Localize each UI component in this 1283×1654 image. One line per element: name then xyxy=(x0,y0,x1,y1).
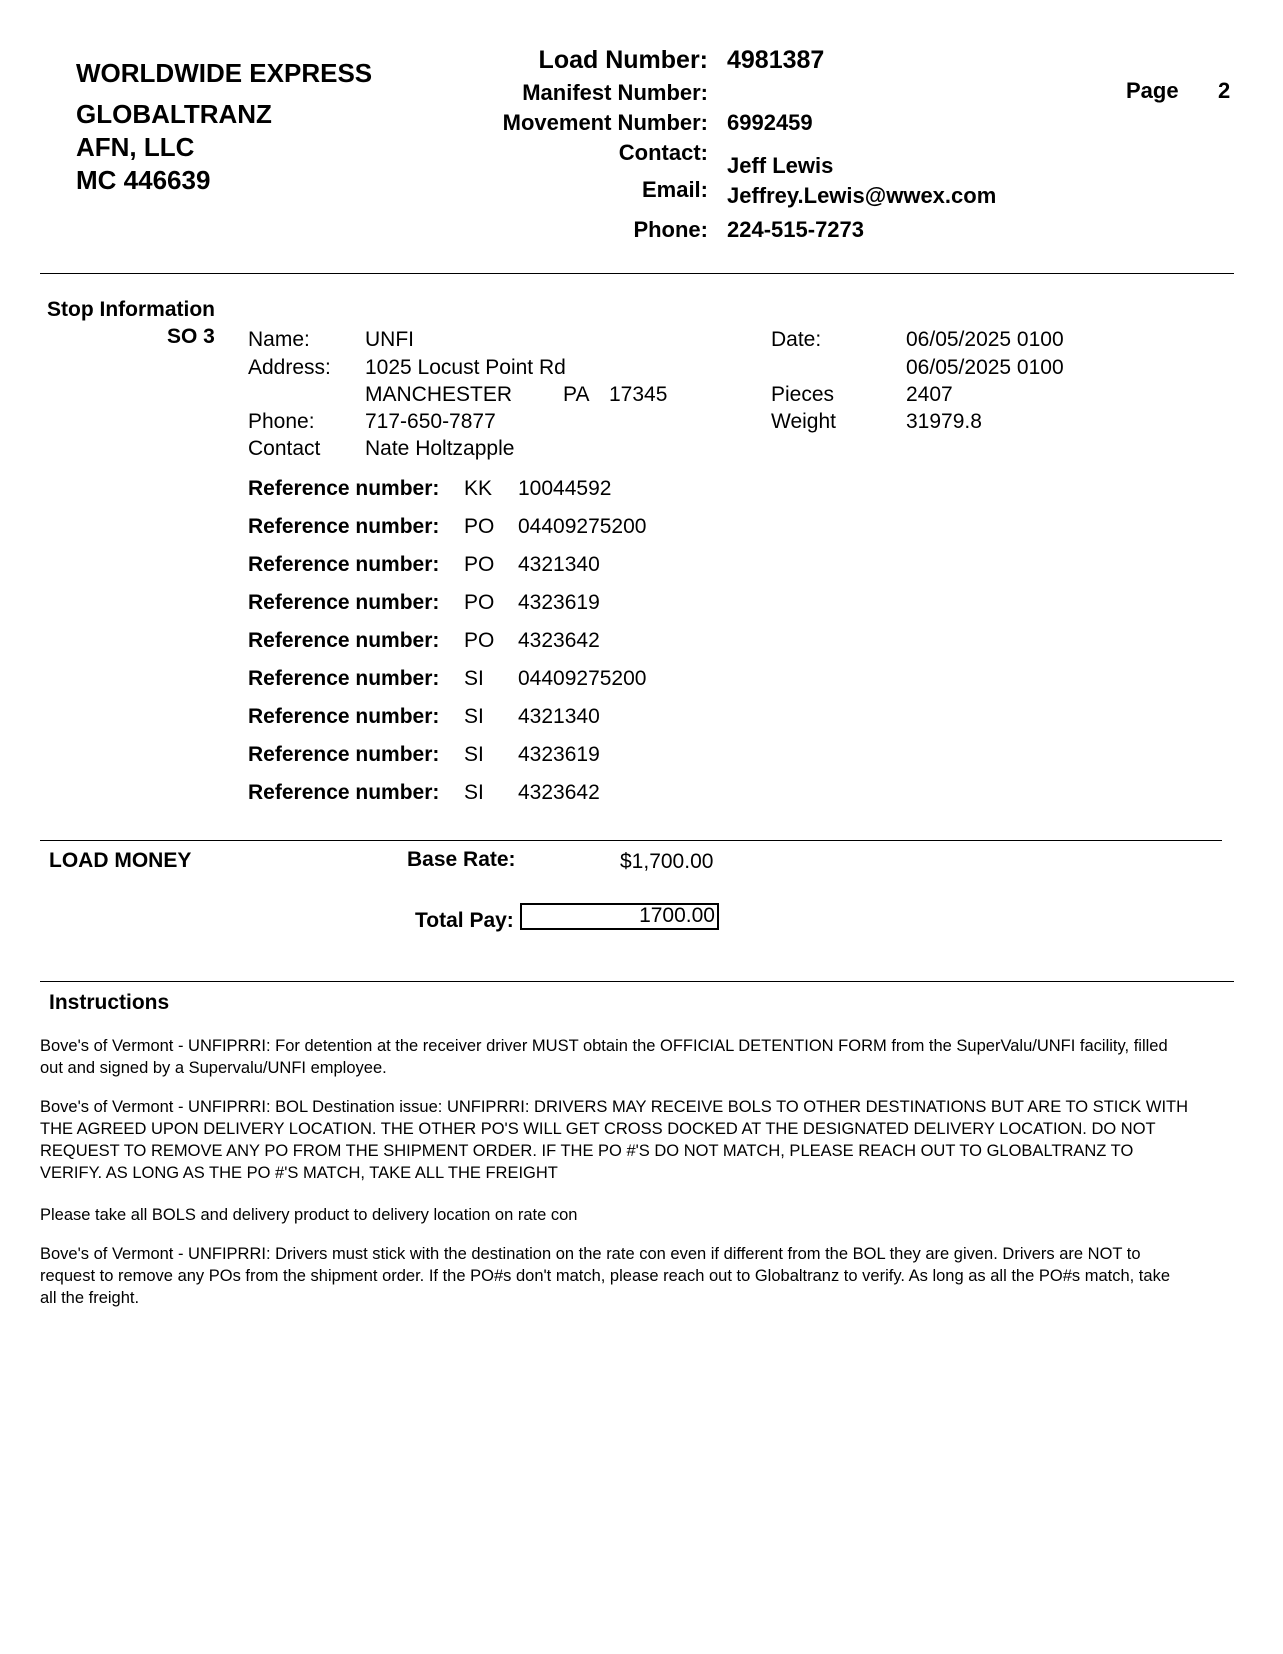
phone-label: Phone: xyxy=(633,217,708,242)
load-number-value: 4981387 xyxy=(727,46,825,74)
reference-type: PO xyxy=(464,515,495,538)
reference-number: 04409275200 xyxy=(518,515,647,538)
reference-number: 4323619 xyxy=(518,591,600,614)
stop-city: MANCHESTER xyxy=(365,383,513,406)
contact-label: Contact: xyxy=(618,140,708,165)
stop-date-value-2: 06/05/2025 0100 xyxy=(906,356,1064,379)
manifest-number-label: Manifest Number: xyxy=(522,80,708,105)
stop-weight-label: Weight xyxy=(771,410,836,433)
base-rate-value: $1,700.00 xyxy=(620,850,714,873)
reference-number: 4323642 xyxy=(518,781,600,804)
stop-address-line1: 1025 Locust Point Rd xyxy=(365,356,566,379)
header-divider xyxy=(40,273,1234,274)
page-label: Page xyxy=(1126,78,1179,103)
reference-type: SI xyxy=(464,667,484,690)
stop-contact-value: Nate Holtzapple xyxy=(365,437,515,460)
reference-label: Reference number: xyxy=(248,515,440,538)
stop-name-value: UNFI xyxy=(365,328,414,351)
reference-type: KK xyxy=(464,477,493,500)
reference-label: Reference number: xyxy=(248,743,440,766)
stop-date-value: 06/05/2025 0100 xyxy=(906,328,1064,351)
instruction-paragraph: Bove's of Vermont - UNFIPRRI: For detention at the receiver driver MUST obtain the OFFICIAL DETENTION FORM from the SuperValu/UNFI facility, filled out and signed by a Supervalu/UNFI employee. xyxy=(40,1037,1168,1077)
company-mc-number: MC 446639 xyxy=(76,165,211,195)
reference-label: Reference number: xyxy=(248,705,440,728)
email-value: Jeffrey.Lewis@wwex.com xyxy=(727,183,997,208)
company-subname: GLOBALTRANZ xyxy=(76,99,272,129)
reference-label: Reference number: xyxy=(248,667,440,690)
reference-number: 4323619 xyxy=(518,743,600,766)
stop-state: PA xyxy=(563,383,590,406)
reference-number: 4321340 xyxy=(518,553,600,576)
stop-zip: 17345 xyxy=(609,383,668,406)
reference-type: PO xyxy=(464,553,495,576)
total-pay-value: 1700.00 xyxy=(639,904,715,927)
reference-label: Reference number: xyxy=(248,591,440,614)
stop-weight-value: 31979.8 xyxy=(906,410,982,433)
stop-name-label: Name: xyxy=(248,328,310,351)
company-entity: AFN, LLC xyxy=(76,132,195,162)
stop-pieces-value: 2407 xyxy=(906,383,953,406)
reference-number: 04409275200 xyxy=(518,667,647,690)
load-number-label: Load Number: xyxy=(538,46,708,74)
movement-number-value: 6992459 xyxy=(727,110,813,135)
instructions-heading: Instructions xyxy=(49,991,170,1014)
reference-type: SI xyxy=(464,743,484,766)
reference-label: Reference number: xyxy=(248,553,440,576)
contact-value: Jeff Lewis xyxy=(727,153,834,178)
stop-id: SO 3 xyxy=(167,325,215,348)
stop-phone-value: 717-650-7877 xyxy=(365,410,496,433)
stop-phone-label: Phone: xyxy=(248,410,315,433)
instruction-paragraph: Bove's of Vermont - UNFIPRRI: Drivers must stick with the destination on the rate con even if different from the BOL they are given. Drivers are NOT to request to remove any POs from the shipment order. If the PO#s don't match, please reach out to Globaltranz to verify. As long as all the PO#s match, take all the freight. xyxy=(40,1245,1170,1307)
email-label: Email: xyxy=(641,177,708,202)
reference-number: 10044592 xyxy=(518,477,612,500)
phone-value: 224-515-7273 xyxy=(727,217,865,242)
reference-type: SI xyxy=(464,705,484,728)
load-money-heading: LOAD MONEY xyxy=(49,849,192,872)
reference-number: 4321340 xyxy=(518,705,600,728)
stop-divider xyxy=(40,840,1222,841)
stop-info-heading: Stop Information xyxy=(47,298,215,321)
stop-date-label: Date: xyxy=(771,328,822,351)
money-divider xyxy=(40,981,1234,982)
stop-pieces-label: Pieces xyxy=(771,383,835,406)
instruction-paragraph: Please take all BOLS and delivery product to delivery location on rate con xyxy=(40,1206,578,1224)
stop-address-label: Address: xyxy=(248,356,331,379)
movement-number-label: Movement Number: xyxy=(502,110,708,135)
reference-label: Reference number: xyxy=(248,781,440,804)
page-number: 2 xyxy=(1218,78,1231,103)
reference-type: PO xyxy=(464,629,495,652)
reference-number: 4323642 xyxy=(518,629,600,652)
stop-contact-label: Contact xyxy=(248,437,321,460)
total-pay-box xyxy=(520,903,719,930)
instruction-paragraph: Bove's of Vermont - UNFIPRRI: BOL Destination issue: UNFIPRRI: DRIVERS MAY RECEIVE BOLS TO OTHER DESTINATIONS BUT ARE TO STICK WITH THE AGREED UPON DELIVERY LOCATION. THE OTHER PO'S WILL GET CROSS DOCKED AT THE DESIGNATED DELIVERY LOCATION. DO NOT REQUEST TO REMOVE ANY PO FROM THE SHIPMENT ORDER. IF THE PO #'S DO NOT MATCH, PLEASE REACH OUT TO GLOBALTRANZ TO VERIFY. AS LONG AS THE PO #'S MATCH, TAKE ALL THE FREIGHT xyxy=(40,1098,1189,1182)
reference-type: SI xyxy=(464,781,484,804)
reference-type: PO xyxy=(464,591,495,614)
total-pay-label: Total Pay: xyxy=(415,909,514,932)
base-rate-label: Base Rate: xyxy=(407,848,516,871)
reference-label: Reference number: xyxy=(248,629,440,652)
company-name: WORLDWIDE EXPRESS xyxy=(76,58,373,88)
reference-label: Reference number: xyxy=(248,477,440,500)
